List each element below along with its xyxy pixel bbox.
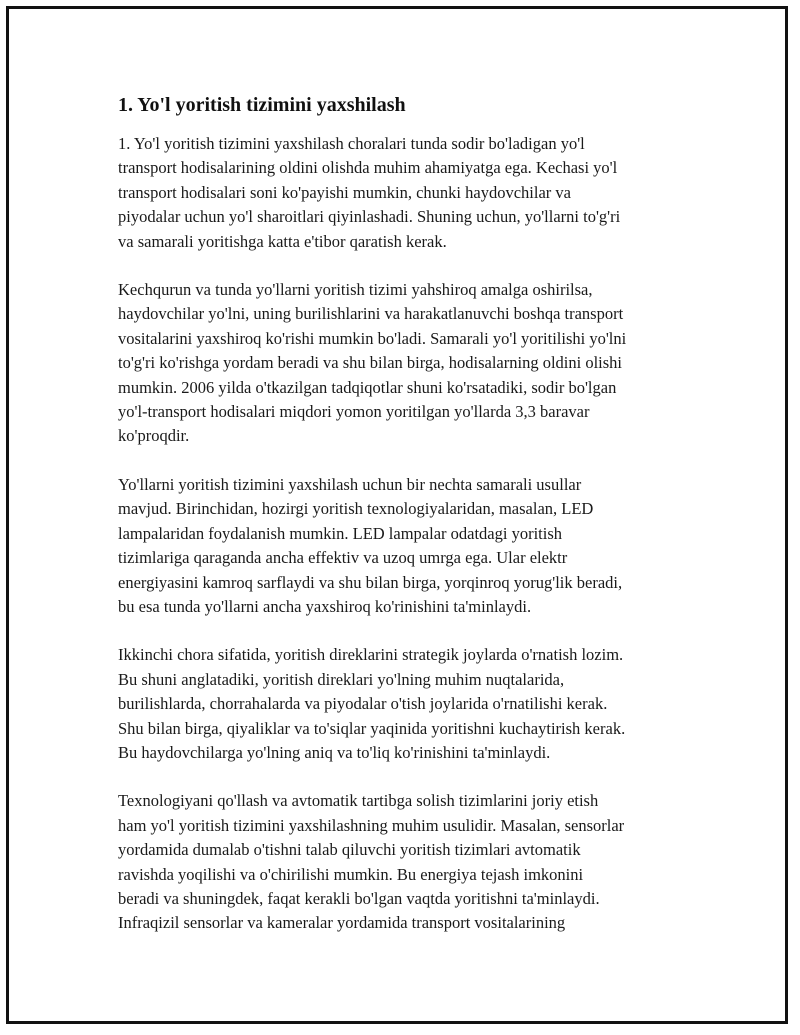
- paragraph-4: [118, 643, 688, 765]
- text-line: Shu bilan birga, qiyaliklar va to'siqlar yaqinida yoritishni kuchaytirish kerak.: [118, 718, 626, 738]
- text-line: va samarali yoritishga katta e'tibor qaratish kerak.: [118, 231, 447, 251]
- paragraph-2: [118, 278, 688, 449]
- section-heading: 1. Yo'l yoritish tizimini yaxshilash: [118, 94, 406, 116]
- paragraph-5: [118, 789, 688, 935]
- text-line: piyodalar uchun yo'l sharoitlari qiyinlashadi. Shuning uchun, yo'llarni to'g'ri: [118, 207, 621, 227]
- text-line: Bu shuni anglatadiki, yoritish direklari yo'lning muhim nuqtalarida,: [118, 669, 565, 689]
- text-line: Kechqurun va tunda yo'llarni yoritish tizimi yahshiroq amalga oshirilsa,: [118, 280, 593, 300]
- text-line: Ikkinchi chora sifatida, yoritish direklarini strategik joylarda o'rnatish lozim.: [118, 645, 624, 665]
- text-line: 1. Yo'l yoritish tizimini yaxshilash choralari tunda sodir bo'ladigan yo'l: [118, 134, 585, 153]
- text-line: Bu haydovchilarga yo'lning aniq va to'liq ko'rinishini ta'minlaydi.: [118, 742, 551, 762]
- paragraph-1: [118, 132, 688, 254]
- text-line: yordamida dumalab o'tishni talab qiluvchi yoritish tizimlari avtomatik: [118, 840, 581, 860]
- document-body: [118, 92, 688, 960]
- text-line: mavjud. Birinchidan, hozirgi yoritish texnologiyalaridan, masalan, LED: [118, 499, 594, 519]
- text-line: burilishlarda, chorrahalarda va piyodalar o'tish joylarida o'rnatilishi kerak.: [118, 694, 608, 714]
- text-line: ham yo'l yoritish tizimini yaxshilashning muhim usulidir. Masalan, sensorlar: [118, 815, 625, 835]
- text-line: mumkin. 2006 yilda o'tkazilgan tadqiqotlar shuni ko'rsatadiki, sodir bo'lgan: [118, 377, 617, 397]
- paragraph-3: [118, 473, 688, 619]
- text-line: beradi va shuningdek, faqat kerakli bo'lgan vaqtda yoritishni ta'minlaydi.: [118, 888, 600, 908]
- text-line: energiyasini kamroq sarflaydi va shu bilan birga, yorqinroq yorug'lik beradi,: [118, 572, 623, 592]
- text-line: haydovchilar yo'lni, uning burilishlarini va harakatlanuvchi boshqa transport: [118, 304, 624, 324]
- text-line: Texnologiyani qo'llash va avtomatik tartibga solish tizimlarini joriy etish: [118, 791, 599, 811]
- text-line: to'g'ri ko'rishga yordam beradi va shu bilan birga, hodisalarning oldini olishi: [118, 353, 622, 373]
- text-line: Infraqizil sensorlar va kameralar yordamida transport vositalarining: [118, 913, 566, 933]
- text-line: tizimlariga qaraganda ancha effektiv va uzoq umrga ega. Ular elektr: [118, 548, 568, 568]
- text-line: lampalaridan foydalanish mumkin. LED lampalar odatdagi yoritish: [118, 523, 563, 543]
- text-line: yo'l-transport hodisalari miqdori yomon yoritilgan yo'llarda 3,3 baravar: [118, 402, 590, 422]
- text-line: transport hodisalari soni ko'payishi mumkin, chunki haydovchilar va: [118, 182, 571, 202]
- text-line: transport hodisalarining oldini olishda muhim ahamiyatga ega. Kechasi yo'l: [118, 158, 618, 178]
- text-line: Yo'llarni yoritish tizimini yaxshilash uchun bir nechta samarali usullar: [118, 474, 582, 494]
- text-line: ravishda yoqilishi va o'chirilishi mumkin. Bu energiya tejash imkonini: [118, 864, 584, 884]
- text-line: vositalarini yaxshiroq ko'rishi mumkin bo'ladi. Samarali yo'l yoritilishi yo'lni: [118, 328, 627, 348]
- text-line: bu esa tunda yo'llarni ancha yaxshiroq ko'rinishini ta'minlaydi.: [118, 596, 532, 616]
- text-line: ko'proqdir.: [118, 426, 190, 446]
